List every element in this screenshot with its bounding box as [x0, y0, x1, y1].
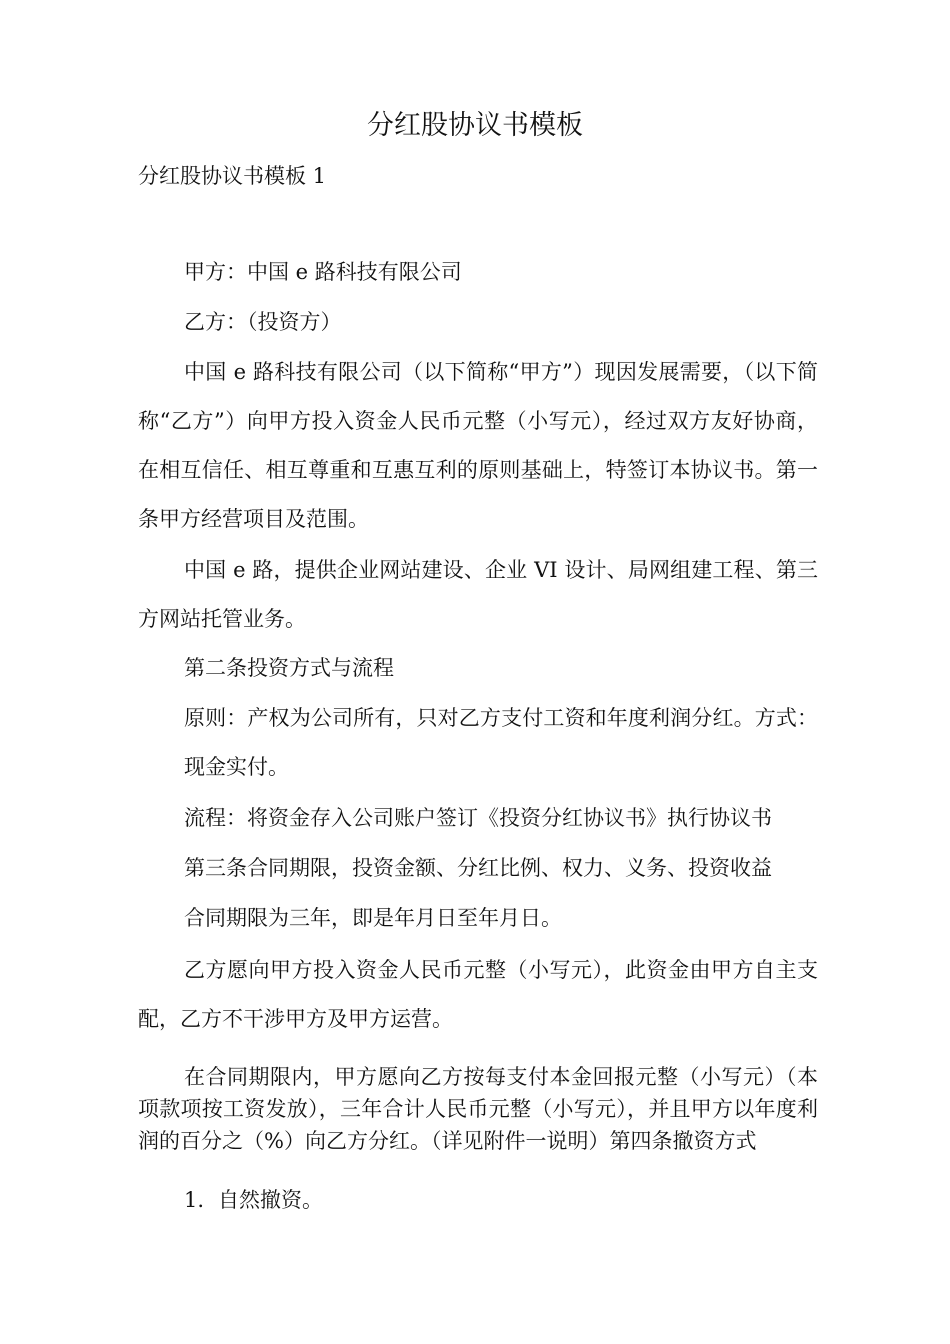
- return-paragraph: 在合同期限内，甲方愿向乙方按每支付本金回报元整（小写元）（本项款项按工资发放），三年合计人民币元整（小写元），并且甲方以年度利润的百分之（%）向乙方分红。（详见附件一说明）第四条撤资方式: [138, 1065, 818, 1153]
- party-b: 乙方：（投资方）: [184, 310, 342, 334]
- list-item-text: 自然撤资。: [218, 1188, 324, 1212]
- list-item-number: 1.: [184, 1188, 205, 1212]
- business-scope-paragraph: 中国 e 路，提供企业网站建设、企业 VI 设计、局网组建工程、第三方网站托管业务。: [138, 558, 818, 631]
- document-title: 分红股协议书模板: [367, 110, 583, 141]
- article-three-heading: 第三条合同期限，投资金额、分红比例、权力、义务、投资收益: [184, 856, 772, 880]
- list-item: [184, 1180, 323, 1220]
- investment-paragraph: 乙方愿向甲方投入资金人民币元整（小写元），此资金由甲方自主支配，乙方不干涉甲方及甲方运营。: [138, 958, 818, 1031]
- contract-term-paragraph: 合同期限为三年，即是年月日至年月日。: [184, 906, 562, 930]
- document-subtitle: 分红股协议书模板 1: [138, 164, 327, 188]
- party-a: 甲方：中国 e 路科技有限公司: [184, 260, 462, 284]
- intro-paragraph: 中国 e 路科技有限公司（以下简称“甲方”）现因发展需要，（以下简称“乙方”）向甲方投入资金人民币元整（小写元），经过双方友好协商，在相互信任、相互尊重和互惠互利的原则基础上，特签订本协议书。第一条甲方经营项目及范围。: [138, 360, 818, 531]
- article-two-heading: 第二条投资方式与流程: [184, 656, 394, 680]
- process-paragraph: 流程：将资金存入公司账户签订《投资分红协议书》执行协议书: [184, 806, 772, 830]
- principle-paragraph: 原则：产权为公司所有，只对乙方支付工资和年度利润分红。方式：现金实付。: [184, 706, 818, 779]
